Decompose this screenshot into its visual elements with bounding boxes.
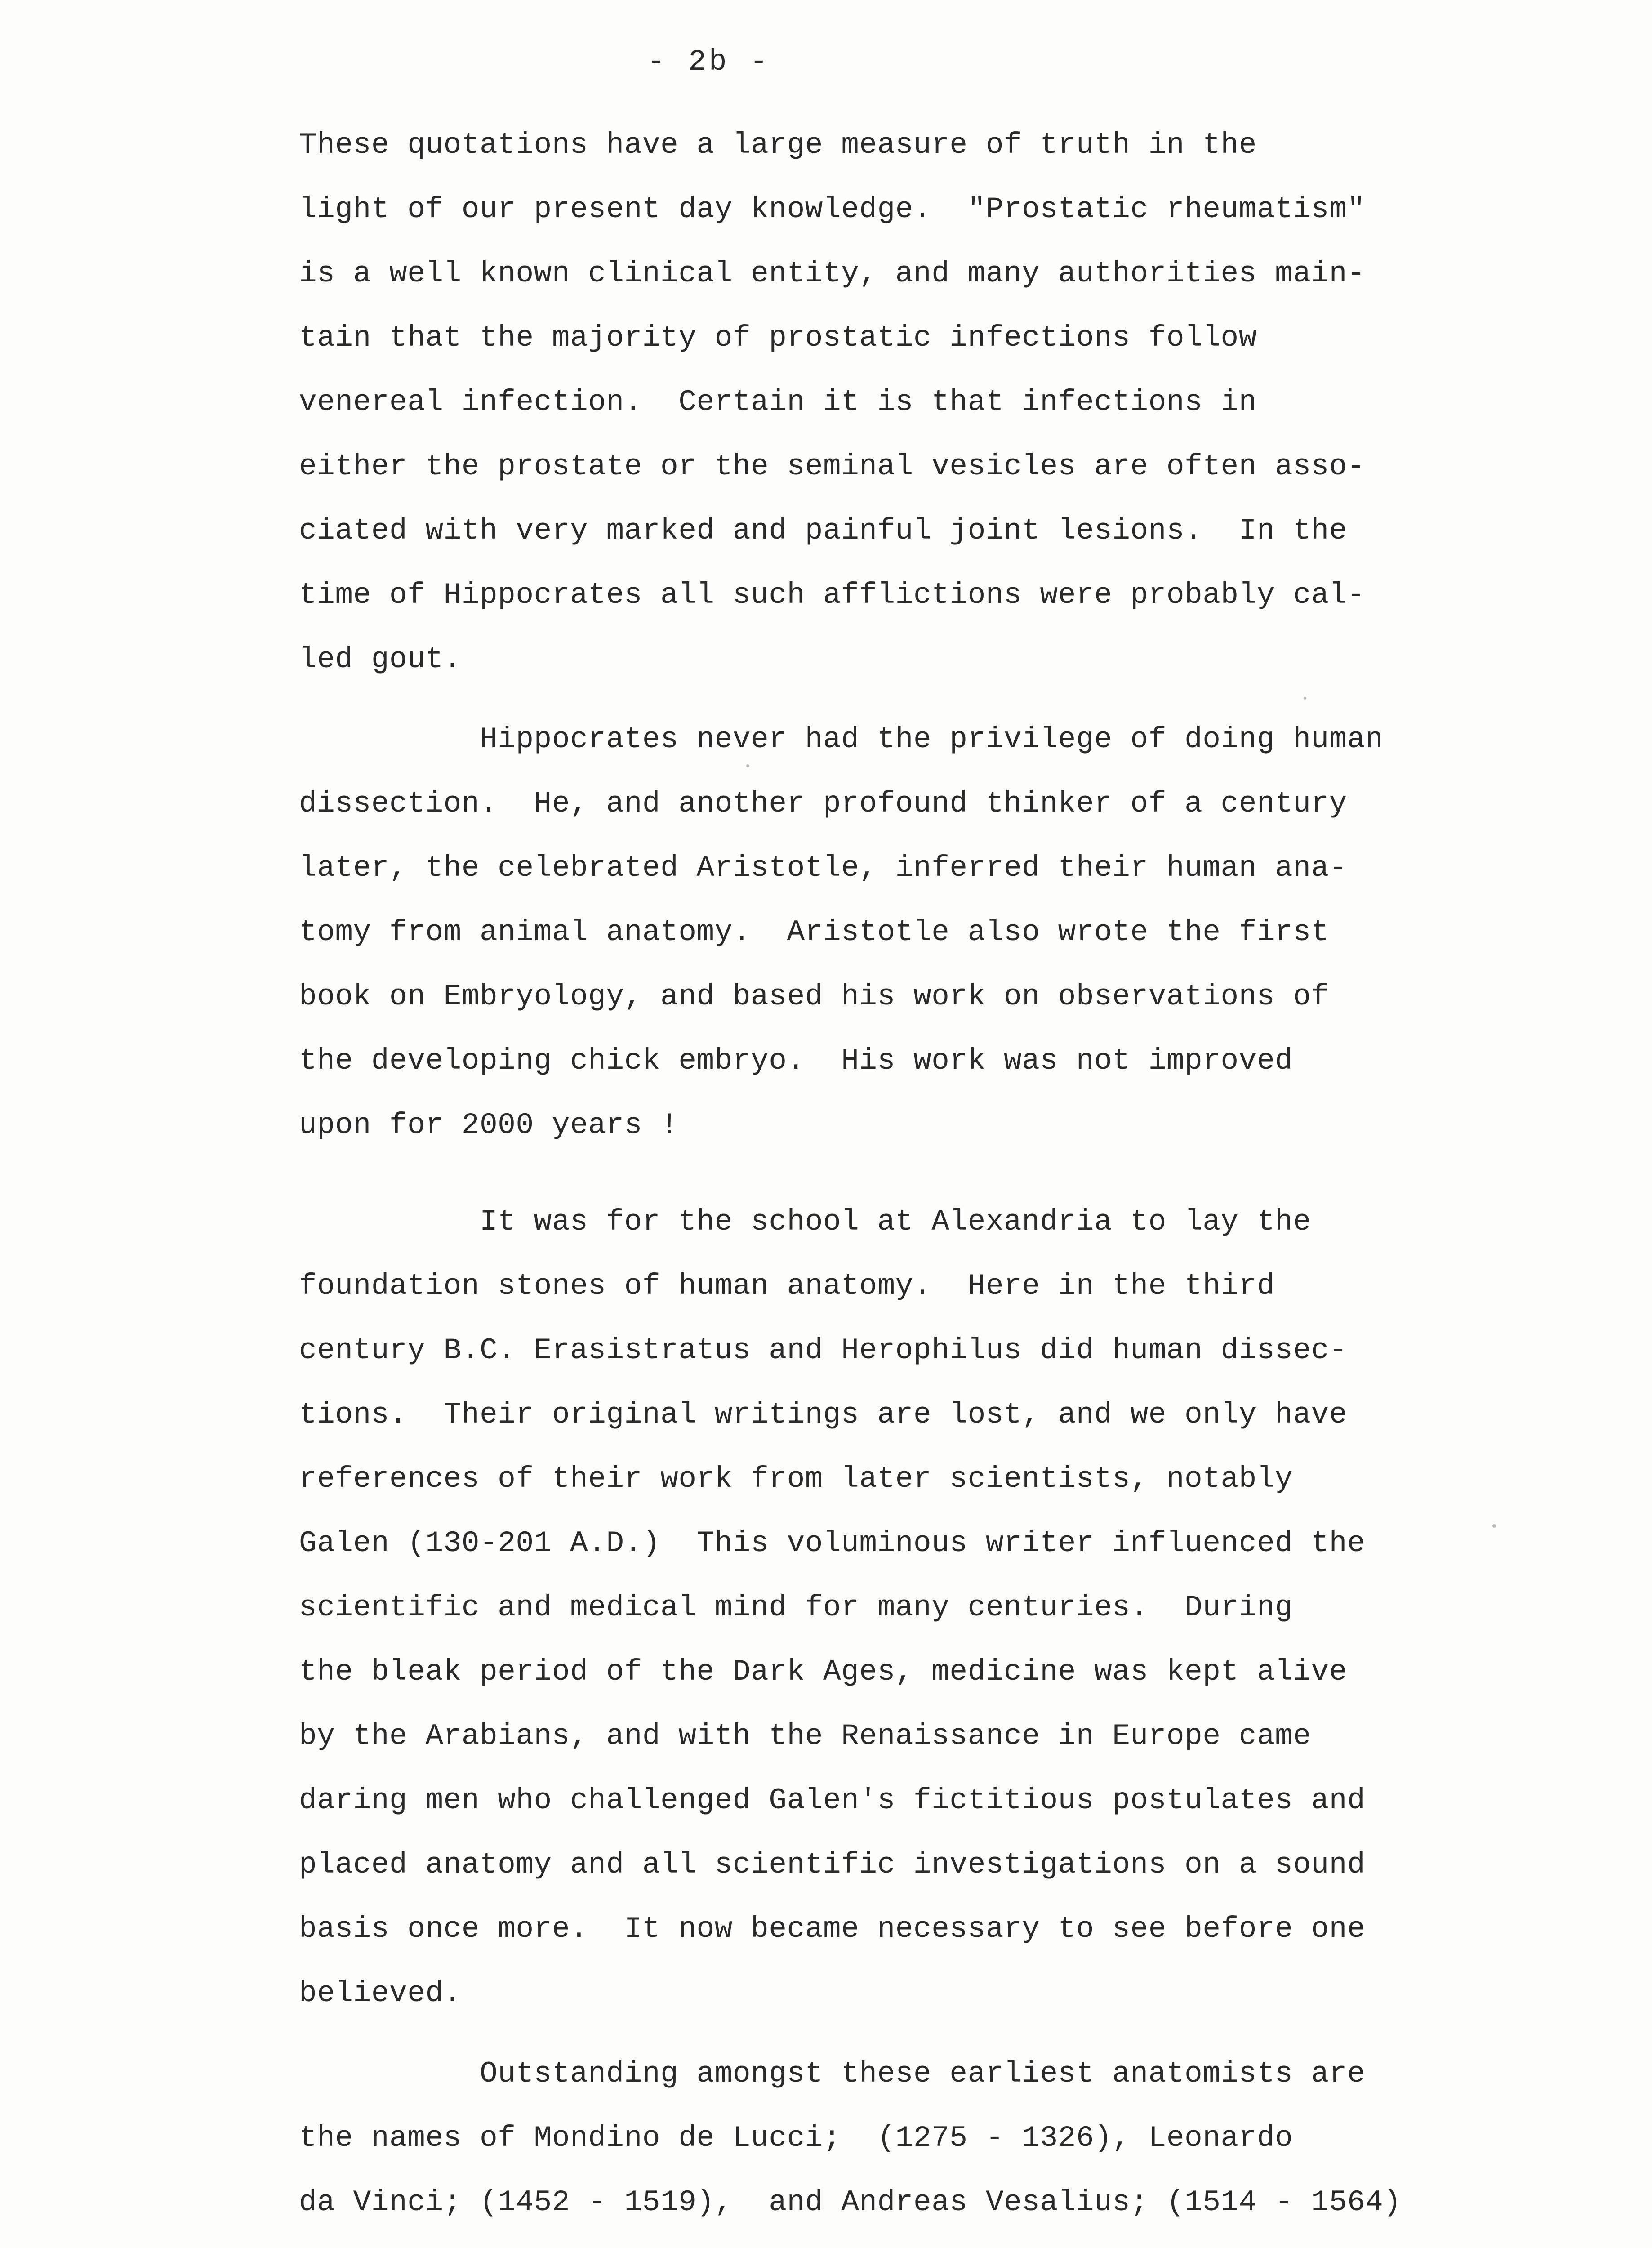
text-line-9: led gout.: [299, 642, 462, 676]
page-number: - 2b -: [647, 45, 770, 79]
text-line-23: scientific and medical mind for many centuries. During: [299, 1591, 1293, 1624]
scan-speck: [1304, 697, 1306, 700]
text-line-22: Galen (130-201 A.D.) This voluminous writer influenced the: [299, 1526, 1366, 1560]
text-line-32: da Vinci; (1452 - 1519), and Andreas Vesalius; (1514 - 1564): [299, 2186, 1402, 2219]
text-line-1: These quotations have a large measure of truth in the: [299, 128, 1257, 162]
text-line-30: Outstanding amongst these earliest anatomists are: [299, 2057, 1366, 2091]
text-line-2: light of our present day knowledge. "Prostatic rheumatism": [299, 192, 1366, 226]
text-line-13: tomy from animal anatomy. Aristotle also wrote the first: [299, 915, 1329, 949]
text-line-15: the developing chick embryo. His work was not improved: [299, 1044, 1293, 1078]
text-line-6: either the prostate or the seminal vesicles are often asso-: [299, 450, 1366, 483]
text-line-31: the names of Mondino de Lucci; (1275 - 1326), Leonardo: [299, 2121, 1293, 2155]
text-line-29: believed.: [299, 1976, 462, 2010]
text-line-8: time of Hippocrates all such afflictions were probably cal-: [299, 578, 1366, 612]
text-line-18: foundation stones of human anatomy. Here in the third: [299, 1269, 1275, 1303]
text-line-24: the bleak period of the Dark Ages, medicine was kept alive: [299, 1655, 1347, 1689]
text-line-7: ciated with very marked and painful joint lesions. In the: [299, 514, 1347, 548]
text-line-17: It was for the school at Alexandria to lay the: [299, 1205, 1311, 1239]
text-line-25: by the Arabians, and with the Renaissance in Europe came: [299, 1719, 1311, 1753]
text-line-20: tions. Their original writings are lost, and we only have: [299, 1398, 1347, 1432]
text-line-3: is a well known clinical entity, and many authorities main-: [299, 257, 1366, 290]
text-line-28: basis once more. It now became necessary to see before one: [299, 1912, 1366, 1946]
text-line-11: dissection. He, and another profound thinker of a century: [299, 787, 1347, 821]
text-line-19: century B.C. Erasistratus and Herophilus did human dissec-: [299, 1334, 1347, 1367]
text-line-10: Hippocrates never had the privilege of doing human: [299, 723, 1384, 756]
scan-speck: [1492, 1524, 1496, 1528]
text-line-5: venereal infection. Certain it is that infections in: [299, 385, 1257, 419]
text-line-14: book on Embryology, and based his work on observations of: [299, 980, 1329, 1013]
text-line-12: later, the celebrated Aristotle, inferred their human ana-: [299, 851, 1347, 885]
text-line-27: placed anatomy and all scientific investigations on a sound: [299, 1848, 1366, 1882]
text-line-26: daring men who challenged Galen's fictitious postulates and: [299, 1784, 1366, 1817]
text-line-16: upon for 2000 years !: [299, 1108, 679, 1142]
text-line-21: references of their work from later scientists, notably: [299, 1462, 1293, 1496]
scan-speck: [746, 764, 749, 767]
text-line-4: tain that the majority of prostatic infections follow: [299, 321, 1257, 355]
